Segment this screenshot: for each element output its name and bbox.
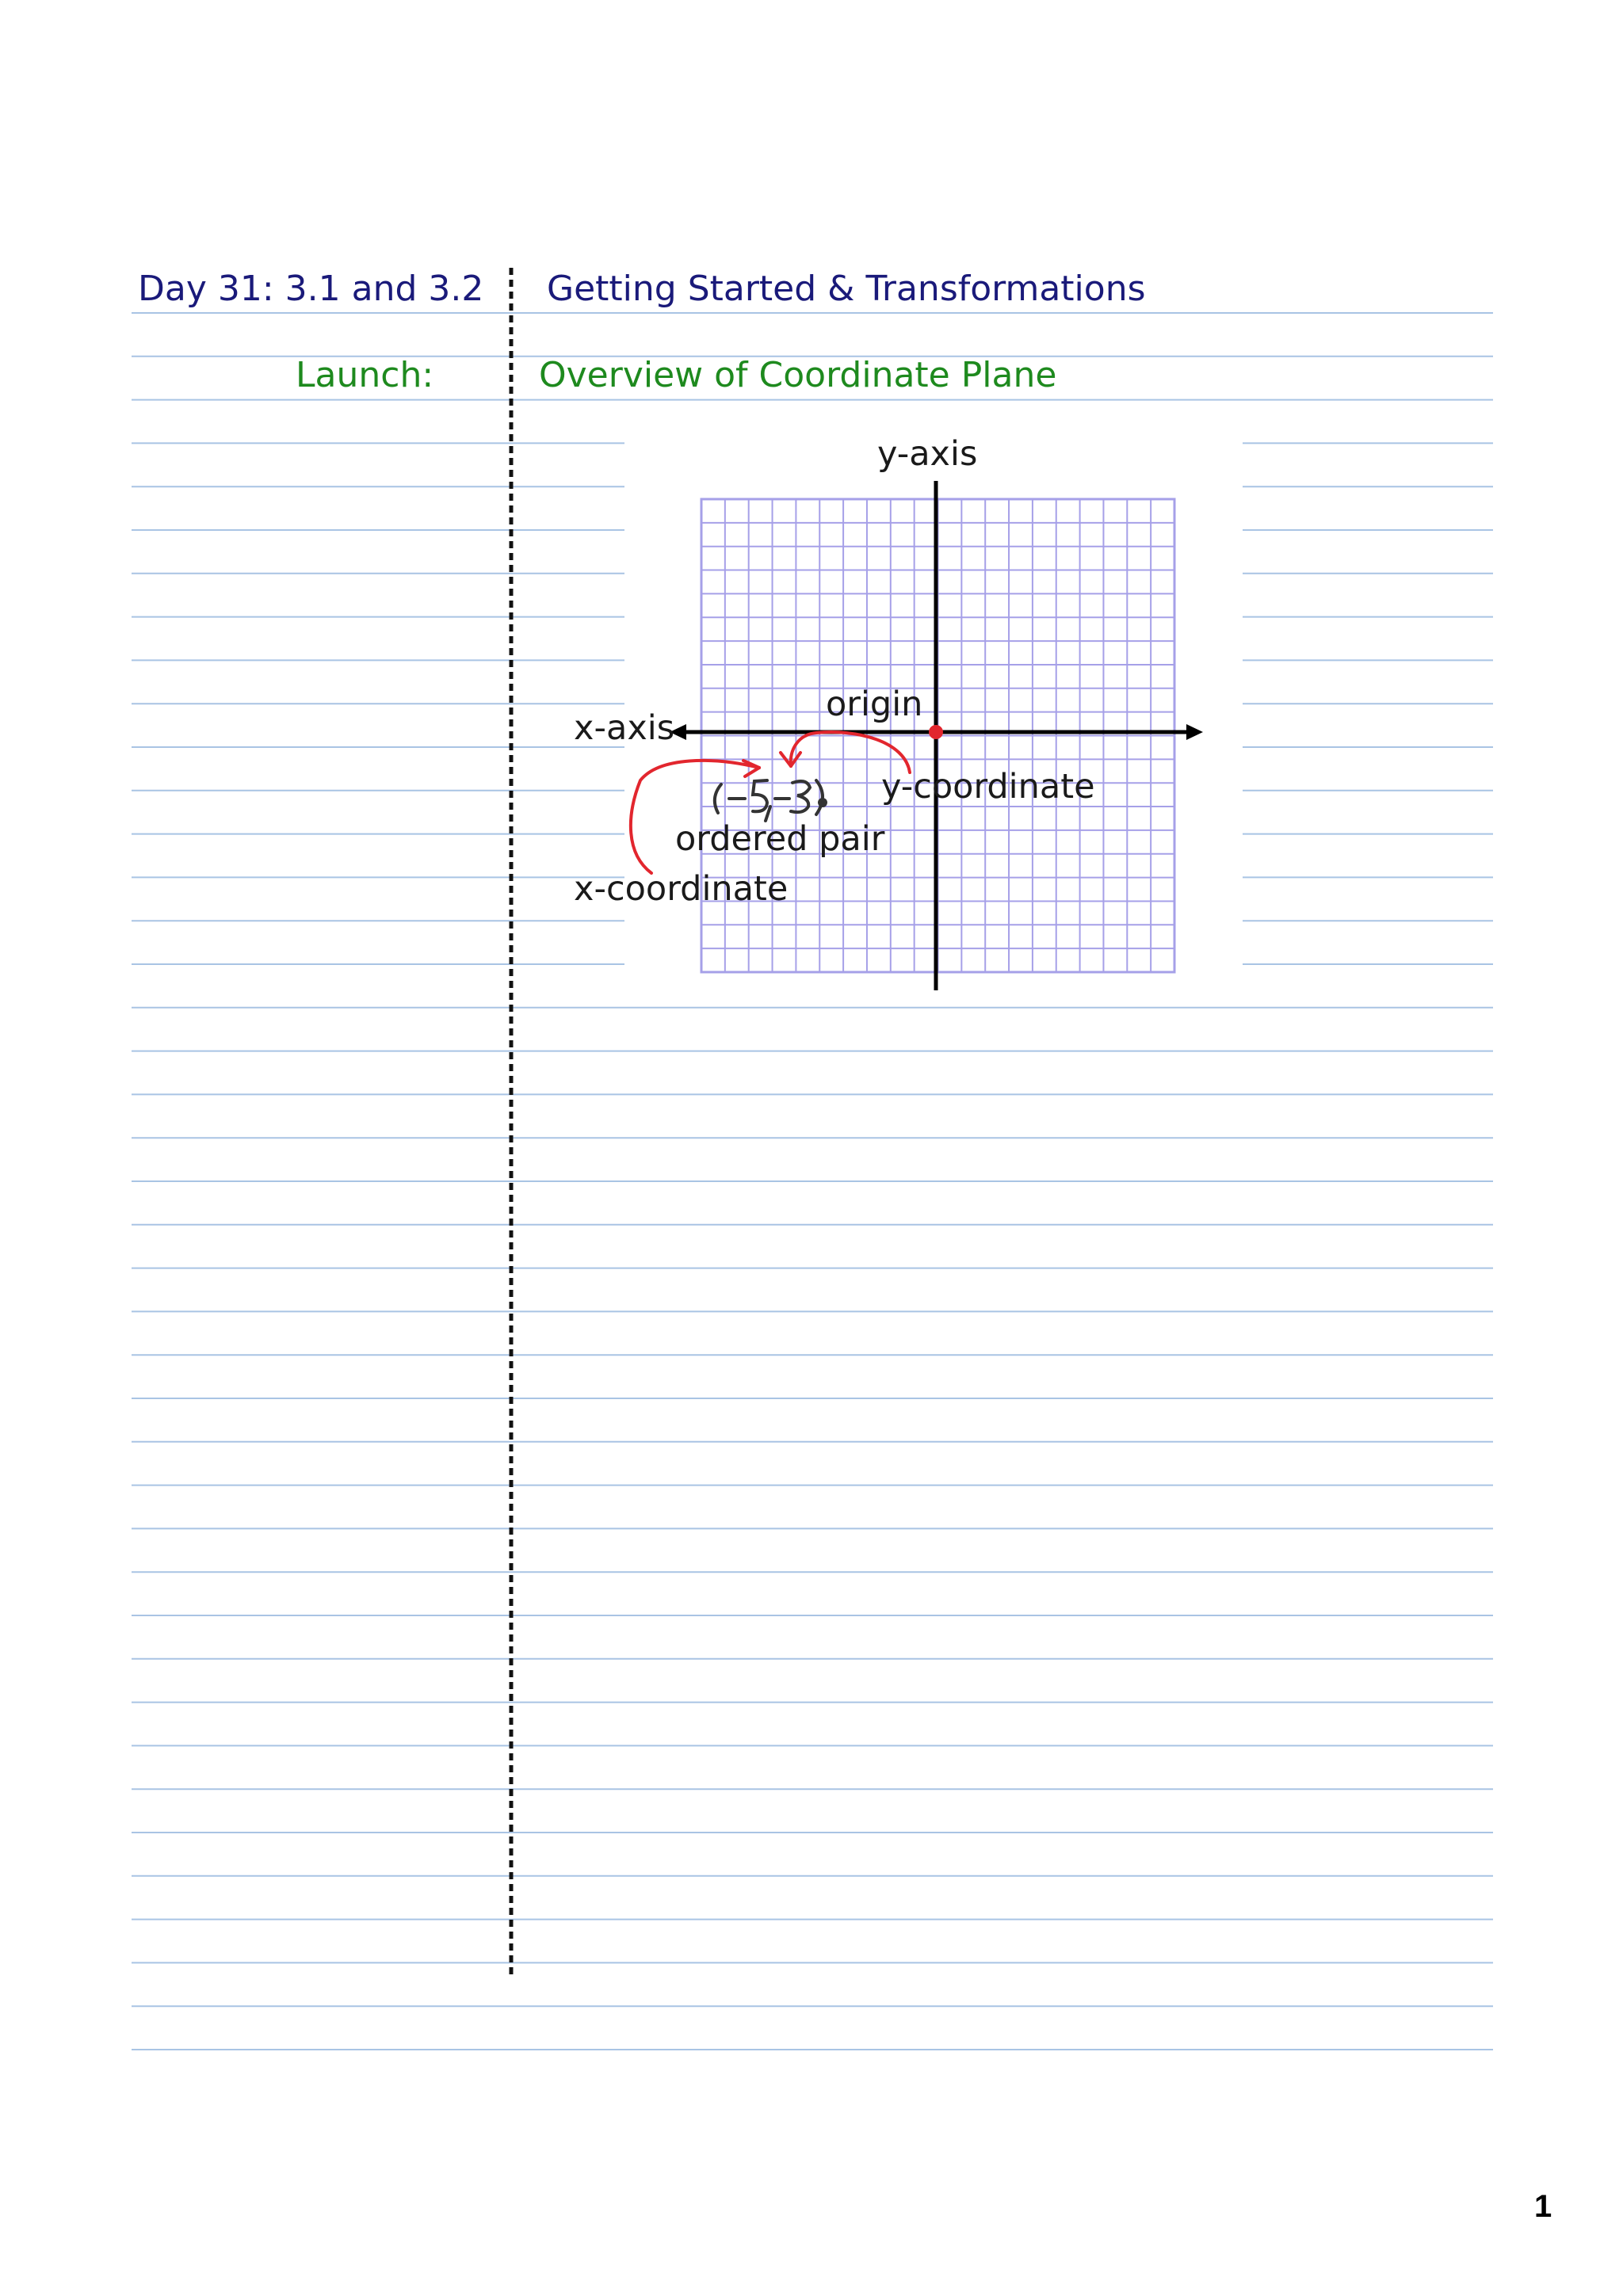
y-coordinate-label: y-coordinate: [881, 767, 1095, 807]
ordered-pair-label: ordered pair: [675, 819, 885, 859]
launch-label: Launch:: [296, 355, 434, 395]
origin-point: [929, 725, 943, 739]
launch-topic: Overview of Coordinate Plane: [539, 355, 1057, 395]
y-axis-label: y-axis: [877, 434, 978, 474]
lesson-title: Getting Started & Transformations: [547, 269, 1146, 309]
page-number: 1: [1534, 2189, 1552, 2224]
x-coordinate-label: x-coordinate: [574, 869, 789, 909]
x-axis-label: x-axis: [574, 708, 675, 748]
origin-label: origin: [826, 685, 923, 724]
day-title: Day 31: 3.1 and 3.2: [138, 269, 484, 309]
